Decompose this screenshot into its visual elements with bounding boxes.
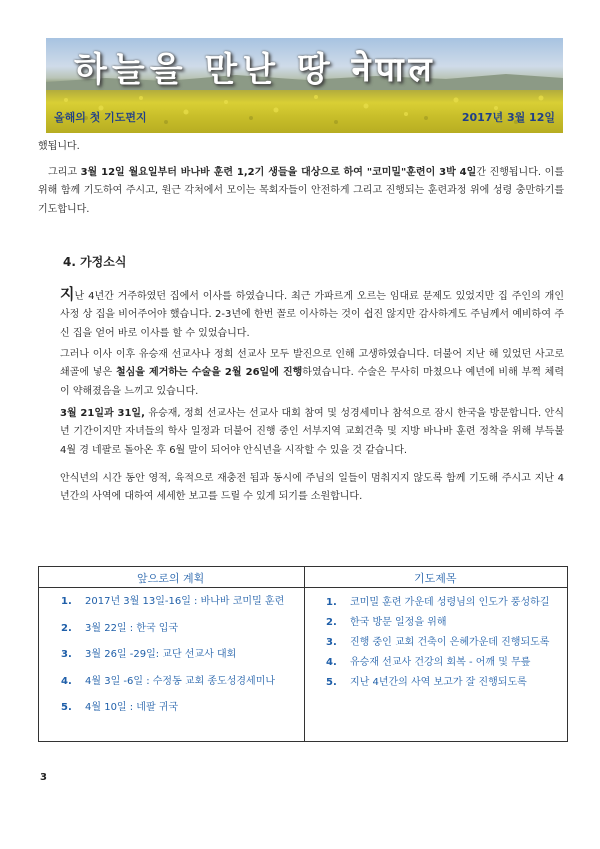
list-item-text: 지난 4년간의 사역 보고가 잘 진행되도록 [350,677,527,688]
list-item [61,675,301,702]
training-text-a: 그리고 [48,167,81,178]
list-item-text: 3월 26일 -29일: 교단 선교사 대회 [85,649,237,660]
health-text-a: 그러나 이사 이후 유승재 선교사나 정희 선교사 모두 발진으로 인해 고생하였습니다. 더불어 지난 해 있었던 사고로 쇄골에 넣은 [60,349,564,379]
plans-list [61,595,301,728]
list-item-number: 5. [61,702,72,713]
plans-header: 앞으로의 계획 [137,572,205,585]
prayer-list [326,593,558,693]
list-item-number: 2. [326,617,337,628]
list-item-number: 5. [326,677,337,688]
health-text-c: 하였습니다. 수술은 무사히 마쳤으나 예년에 비해 부쩍 체력이 약해졌음을 느끼고 있습니다. [60,367,564,397]
moving-paragraph [60,285,564,343]
list-item-number: 3. [326,637,337,648]
list-item-text: 3월 22일 : 한국 입국 [85,622,179,634]
list-item-number: 4. [326,657,337,668]
list-item-number: 2. [61,622,72,634]
table-header-divider [39,587,567,588]
sabbatical-paragraph [60,470,564,507]
list-item [326,593,558,613]
list-item-number: 3. [61,649,72,660]
list-item [61,595,301,622]
visit-text: 유승재, 정희 선교사는 선교사 대회 참여 및 성경세미나 참석으로 잠시 한국을 방문합니다. 안식년 기간이지만 자녀들의 학사 일정과 더불어 진행 중인 서부지역 교회건축 및 지방 바나바 훈련 정착을 위해 부득불 4월 경 네팔로 돌아온 후 6월 말이 되어야 안식년을 시작할 수 있을 것 같습니다. [60,408,564,456]
page-number: 3 [40,772,47,783]
section-heading-family-news: 4. 가정소식 [63,255,127,269]
list-item [61,648,301,675]
list-item-text: 코미밀 훈련 가운데 성령님의 인도가 풍성하길 [350,597,550,608]
list-item-text: 2017년 3월 13일-16일 : 바나바 코미밀 훈련 [85,596,285,607]
health-text-bold: 철심을 제거하는 수술을 2월 26일에 진행 [115,367,303,379]
training-text-bold: 3월 12일 월요일부터 바나바 훈련 1,2기 생들을 대상으로 하여 "코미밀"훈련이 3박 4일 [80,167,477,178]
list-item [326,673,558,693]
banner-subtitle: 올해의 첫 기도편지 [54,111,147,124]
korea-visit-paragraph [60,405,564,460]
health-paragraph [60,346,564,401]
continued-paragraph [38,138,564,156]
drop-cap: 지 [60,285,75,303]
list-item-number: 1. [326,597,337,608]
prayer-header: 기도제목 [414,572,457,585]
banner-title: 하늘을 만난 땅 नेपाल [74,50,437,90]
continued-text: 했됩니다. [38,141,80,152]
list-item-text: 유승재 선교사 건강의 회복 - 어깨 및 무릎 [350,657,531,668]
list-item [326,613,558,633]
plans-prayer-table [38,566,568,742]
list-item-text: 4월 10일 : 네팔 귀국 [85,702,179,713]
sabbatical-text: 안식년의 시간 동안 영적, 육적으로 재충전 됨과 동시에 주님의 일들이 멈춰지지 않도록 함께 기도해 주시고 지난 4년간의 사역에 대하여 세세한 보고를 드릴 수 있게 되기를 소원합니다. [60,473,564,503]
list-item-text: 진행 중인 교회 건축이 은혜가운데 진행되도록 [350,637,550,648]
list-item-text: 한국 방문 일정을 위해 [350,617,447,628]
training-paragraph [38,164,564,219]
moving-text: 난 4년간 거주하였던 집에서 이사를 하였습니다. 최근 가파르게 오르는 임대료 문제도 있었지만 집 주인의 개인 사정 상 집을 비어주어야 했습니다. 2-3년에 한번 꼴로 이사하는 것이 쉽진 않지만 감사하게도 주님께서 예비하여 주신 집을 얻어 바로 이사를 할 수 있었습니다. [60,291,564,339]
visit-dates-bold: 3월 21일과 31일, [60,408,145,419]
list-item [61,622,301,649]
list-item-number: 1. [61,596,72,607]
list-item [326,653,558,673]
list-item-number: 4. [61,675,72,687]
list-item-text: 4월 3일 -6일 : 수정동 교회 종도성경세미나 [85,675,276,687]
banner-date: 2017년 3월 12일 [461,111,555,124]
header-banner [46,38,563,133]
list-item [326,633,558,653]
table-column-divider [304,567,305,741]
training-text-c: 간 진행됩니다. 이를 위해 함께 기도하여 주시고, 원근 각처에서 모이는 목회자들이 안전하게 그리고 진행되는 훈련과정 위에 성령 충만하기를 기도합니다. [38,167,564,215]
list-item [61,701,301,728]
